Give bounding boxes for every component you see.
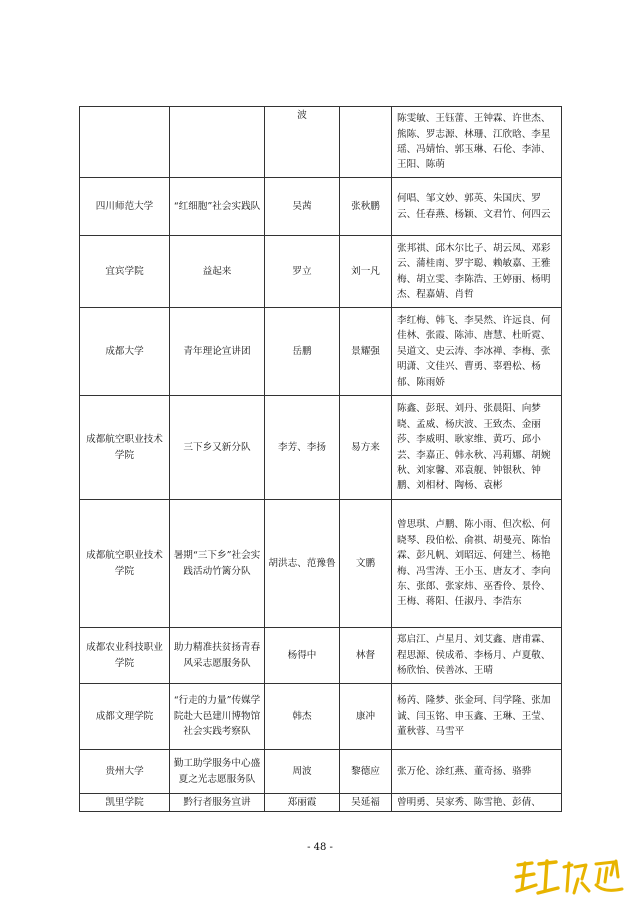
roster-table xyxy=(79,106,562,812)
members-cell: 何唱、邹文妙、郭英、朱国庆、罗云、任春燕、杨颖、文君竹、何四云 xyxy=(392,178,562,236)
advisor-cell: 刘一凡 xyxy=(340,236,392,308)
advisor-cell: 林督 xyxy=(340,628,392,684)
advisor-cell: 景耀强 xyxy=(340,308,392,396)
members-cell: 陈鑫、彭珉、刘丹、张晨阳、向梦晓、孟威、杨庆波、王致杰、金丽莎、李威明、耿家维、黄巧、邱小芸、李嘉正、韩永秋、冯莉娜、胡婉秋、刘家馨、邓袁舰、钟银秋、钟鹏、刘相材、陶杨、袁彬 xyxy=(392,396,562,500)
advisor-cell: 吴延福 xyxy=(340,794,392,812)
table-row xyxy=(80,794,562,812)
table-row xyxy=(80,178,562,236)
school-cell: 成都农业科技职业学院 xyxy=(80,628,170,684)
page-number: - 48 - xyxy=(307,842,333,853)
advisor-cell: 文鹏 xyxy=(340,500,392,628)
leader-cell: 杨得中 xyxy=(265,628,340,684)
advisor-cell: 张秋鹏 xyxy=(340,178,392,236)
advisor-cell: 康冲 xyxy=(340,684,392,750)
members-cell: 郑启江、卢星月、刘艾鑫、唐甫霖、程思源、侯成希、李杨月、卢夏敬、杨欣怡、侯善冰、王晴 xyxy=(392,628,562,684)
advisor-cell: 易方来 xyxy=(340,396,392,500)
advisor-cell xyxy=(340,107,392,178)
table-row xyxy=(80,750,562,794)
leader-cell: 李芳、李扬 xyxy=(265,396,340,500)
leader-cell: 周波 xyxy=(265,750,340,794)
table-row xyxy=(80,308,562,396)
table-row xyxy=(80,107,562,178)
school-cell: 四川师范大学 xyxy=(80,178,170,236)
team-cell: 三下乡又新分队 xyxy=(170,396,265,500)
leader-cell: 胡洪志、范豫鲁 xyxy=(265,500,340,628)
table-row xyxy=(80,628,562,684)
table-row xyxy=(80,500,562,628)
team-cell: “行走的力量”传媒学院赴大邑建川博物馆社会实践考察队 xyxy=(170,684,265,750)
roster-body xyxy=(80,107,562,812)
school-cell: 贵州大学 xyxy=(80,750,170,794)
school-cell: 成都大学 xyxy=(80,308,170,396)
school-cell: 凯里学院 xyxy=(80,794,170,812)
school-cell: 成都航空职业技术学院 xyxy=(80,396,170,500)
table-row xyxy=(80,684,562,750)
members-cell: 张万伦、涂红燕、董奇扬、骆骅 xyxy=(392,750,562,794)
team-cell: 助力精准扶贫扬青春风采志愿服务队 xyxy=(170,628,265,684)
members-cell: 杨芮、隆梦、张金珂、闫学隆、张加诚、闫玉铭、申玉鑫、王琳、王莹、董秋蓉、马雪平 xyxy=(392,684,562,750)
team-cell: 黔行者服务宣讲 xyxy=(170,794,265,812)
school-cell: 成都航空职业技术学院 xyxy=(80,500,170,628)
advisor-cell: 黎德应 xyxy=(340,750,392,794)
members-cell: 陈雯敏、王钰蕾、王钟霖、许世杰、熊陈、罗志源、林珊、江欣晗、李星瑶、冯婧怡、郭玉琳、石伦、李沛、王阳、陈萌 xyxy=(392,107,562,178)
members-cell: 曾明勇、吴家秀、陈雪艳、彭倩、 xyxy=(392,794,562,812)
members-cell: 曾思琪、卢鹏、陈小雨、但次松、何晓琴、段伯松、俞祺、胡曼亮、陈怡霖、彭凡帆、刘昭远、何建兰、杨艳梅、冯雪涛、王小玉、唐友才、李向东、张郎、张家炜、巫香伶、景伶、王梅、蒋阳、任淑丹、李浩东 xyxy=(392,500,562,628)
team-cell: 勤工助学服务中心盛夏之光志愿服务队 xyxy=(170,750,265,794)
watermark-logo xyxy=(512,855,630,899)
leader-cell: 吴茜 xyxy=(265,178,340,236)
school-cell: 宜宾学院 xyxy=(80,236,170,308)
team-cell: “红细胞”社会实践队 xyxy=(170,178,265,236)
leader-cell: 罗立 xyxy=(265,236,340,308)
leader-cell: 岳鹏 xyxy=(265,308,340,396)
team-cell xyxy=(170,107,265,178)
school-cell: 成都文理学院 xyxy=(80,684,170,750)
team-cell: 益起来 xyxy=(170,236,265,308)
watermark-calligraphy xyxy=(512,855,630,899)
team-cell: 青年理论宣讲团 xyxy=(170,308,265,396)
members-cell: 张邦祺、邱木尔比子、胡云凤、邓彩云、蒲桂南、罗宇聪、赖敏嘉、王雅梅、胡立雯、李陈浩、王婷丽、杨明杰、程嘉婧、肖哲 xyxy=(392,236,562,308)
leader-cell: 波 xyxy=(265,107,340,178)
table-row xyxy=(80,236,562,308)
team-cell: 暑期“三下乡”社会实践活动竹篱分队 xyxy=(170,500,265,628)
school-cell xyxy=(80,107,170,178)
table-row xyxy=(80,396,562,500)
leader-cell: 韩杰 xyxy=(265,684,340,750)
leader-cell: 郑丽霞 xyxy=(265,794,340,812)
members-cell: 李红梅、韩飞、李昊然、许远良、何佳林、张霞、陈沛、唐慧、杜昕霓、吴道文、史云涛、李冰禅、李梅、张明潇、文佳兴、曹勇、辜碧松、杨郁、陈雨娇 xyxy=(392,308,562,396)
